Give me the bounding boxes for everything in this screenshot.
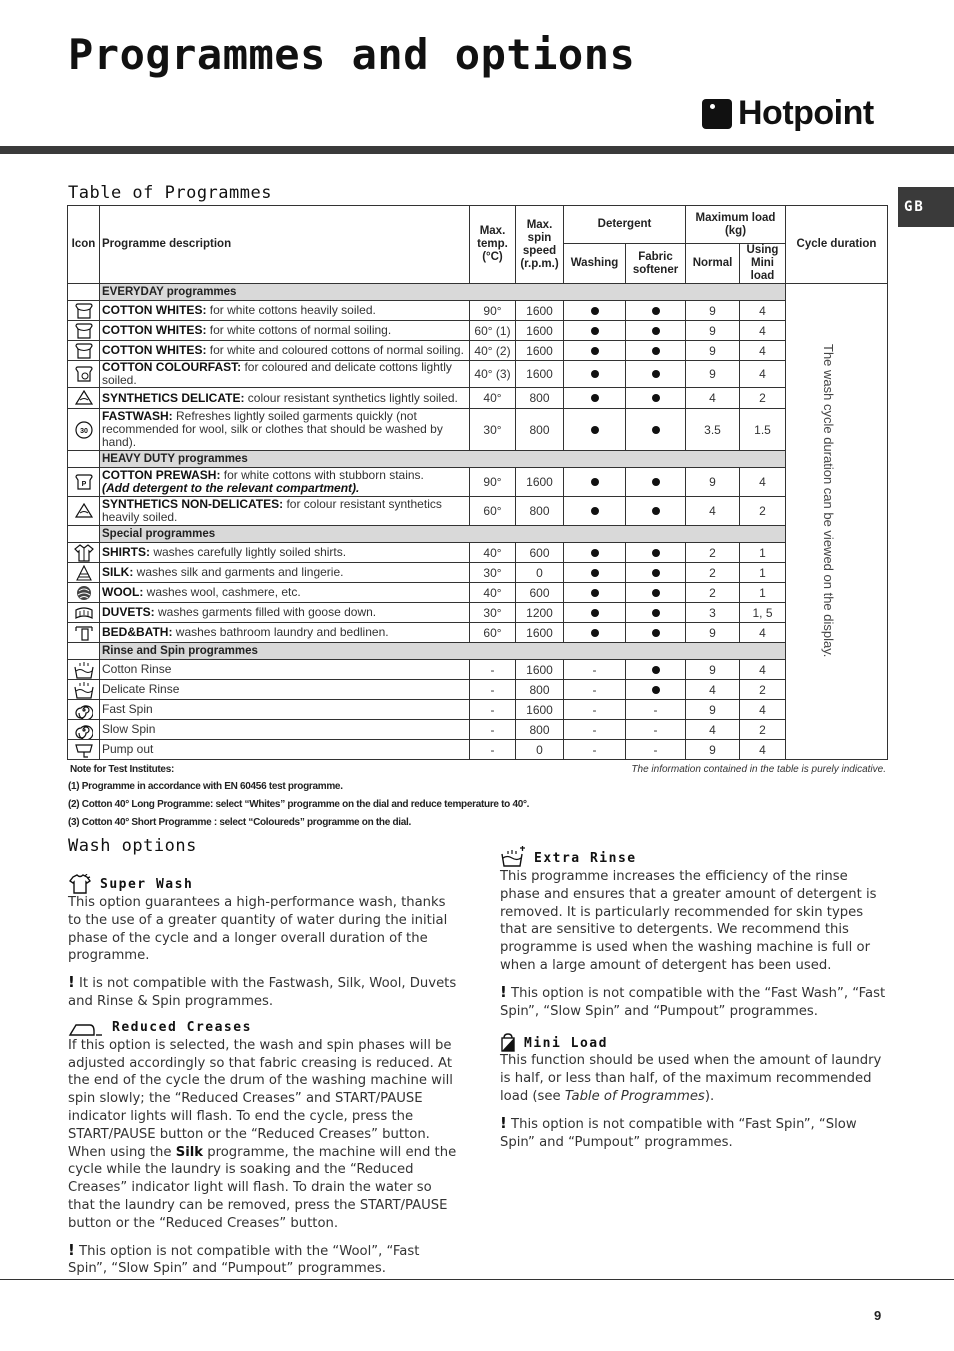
max-spin: 1600	[516, 468, 564, 497]
washing-detergent	[564, 321, 626, 341]
colourfast-icon	[68, 361, 100, 388]
max-spin: 1200	[516, 603, 564, 623]
programme-description: Pump out	[100, 740, 470, 760]
extra-rinse-warning: ! This option is not compatible with the “Fast Wash”, “Fast Spin”, “Slow Spin” and “Pumpout” programmes.	[500, 982, 886, 1019]
fastwash-icon	[68, 409, 100, 451]
washing-detergent	[564, 543, 626, 563]
duvet-icon	[68, 603, 100, 623]
svg-text:P: P	[81, 481, 86, 488]
load-normal: 2	[686, 543, 740, 563]
group-icon-cell	[68, 643, 100, 660]
fabric-softener	[626, 700, 686, 720]
super-wash-icon	[68, 874, 92, 894]
load-mini: 4	[740, 740, 786, 760]
super-wash-warning: ! It is not compatible with the Fastwash, Silk, Wool, Duvets and Rinse & Spin programmes.	[68, 973, 457, 1009]
table-row	[68, 341, 888, 361]
max-temp: 60°	[470, 623, 516, 643]
shirt-icon	[68, 543, 100, 563]
washing-detergent	[564, 740, 626, 760]
programme-description: Delicate Rinse	[100, 680, 470, 700]
mini-load-body: This function should be used when the amount of laundry is half, or less than half, of the maximum recommended load (see Table of Programmes).	[500, 1053, 882, 1104]
table-row	[68, 660, 888, 680]
load-normal: 9	[686, 660, 740, 680]
dash: -	[592, 722, 597, 737]
group-name: Rinse and Spin programmes	[100, 643, 786, 660]
table-row	[68, 680, 888, 700]
programme-description: WOOL: washes wool, cashmere, etc.	[100, 583, 470, 603]
programme-description: SYNTHETICS DELICATE: colour resistant synthetics lightly soiled.	[100, 388, 470, 409]
max-spin: 1600	[516, 341, 564, 361]
max-temp: 40° (2)	[470, 341, 516, 361]
load-normal: 9	[686, 361, 740, 388]
cotton-icon	[68, 321, 100, 341]
fabric-softener	[626, 361, 686, 388]
load-mini: 2	[740, 680, 786, 700]
dot-icon	[591, 327, 599, 335]
dot-icon	[652, 394, 660, 402]
load-mini: 1, 5	[740, 603, 786, 623]
load-normal: 9	[686, 321, 740, 341]
extra-rinse-icon	[500, 846, 526, 868]
fabric-softener	[626, 301, 686, 321]
programme-description: SYNTHETICS NON-DELICATES: for colour resistant synthetics heavily soiled.	[100, 497, 470, 526]
max-temp: 30°	[470, 409, 516, 451]
table-row	[68, 497, 888, 526]
programme-description: COTTON WHITES: for white and coloured cottons of normal soiling.	[100, 341, 470, 361]
dot-icon	[652, 569, 660, 577]
programme-description: Cotton Rinse	[100, 660, 470, 680]
max-spin: 600	[516, 543, 564, 563]
group-name: HEAVY DUTY programmes	[100, 451, 786, 468]
warning-mark: !	[68, 973, 75, 992]
dot-icon	[591, 307, 599, 315]
load-mini: 4	[740, 623, 786, 643]
dot-icon	[591, 629, 599, 637]
load-mini: 2	[740, 497, 786, 526]
col-normal: Normal	[686, 244, 740, 284]
group-row	[68, 451, 888, 468]
cycle-duration-cell	[786, 284, 888, 760]
reduced-creases-icon	[68, 1021, 104, 1037]
washing-detergent	[564, 720, 626, 740]
dash: -	[653, 702, 658, 717]
bedbath-icon	[68, 623, 100, 643]
extra-rinse-body: This programme increases the efficiency of the rinse phase and ensures that a greater amount of detergent is removed. It is particularly recommended for skin types that are sensitive to detergents. We recommend this programme is used when the washing machine is full or when a large amount of detergent has been used.	[500, 869, 877, 973]
wool-icon	[68, 583, 100, 603]
dot-icon	[652, 478, 660, 486]
brand-name: Hotpoint	[738, 94, 874, 132]
washing-detergent	[564, 603, 626, 623]
rinse-icon	[68, 660, 100, 680]
table-row	[68, 700, 888, 720]
programme-description: Fast Spin	[100, 700, 470, 720]
dash: -	[653, 742, 658, 757]
cotton-icon	[68, 341, 100, 361]
brand-logo	[702, 94, 874, 133]
washing-detergent	[564, 409, 626, 451]
max-temp: 40°	[470, 583, 516, 603]
dot-icon	[652, 370, 660, 378]
cotton-icon	[68, 301, 100, 321]
max-spin: 0	[516, 563, 564, 583]
programme-description: SILK: washes silk and garments and lingerie.	[100, 563, 470, 583]
washing-detergent	[564, 341, 626, 361]
col-max-temp: Max. temp. (°C)	[470, 206, 516, 284]
language-tab: GB	[898, 187, 954, 227]
extra-rinse-title: Extra Rinse	[534, 851, 637, 867]
fabric-softener	[626, 341, 686, 361]
super-wash-body: This option guarantees a high-performance wash, thanks to the use of a greater quantity of water during the initial phase of the cycle and a longer overall duration of the programme.	[68, 895, 448, 964]
programme-table	[67, 205, 888, 760]
max-temp: -	[470, 740, 516, 760]
max-temp: 40°	[470, 388, 516, 409]
dot-icon	[652, 549, 660, 557]
spin-icon	[68, 720, 100, 740]
max-spin: 800	[516, 720, 564, 740]
cycle-duration-note: The wash cycle duration can be viewed on the display.	[821, 344, 836, 658]
table-row	[68, 720, 888, 740]
fabric-softener	[626, 409, 686, 451]
max-spin: 1600	[516, 301, 564, 321]
load-normal: 9	[686, 468, 740, 497]
max-temp: -	[470, 720, 516, 740]
wash-options-heading: Wash options	[68, 836, 197, 856]
table-row	[68, 468, 888, 497]
col-washing: Washing	[564, 244, 626, 284]
max-spin: 600	[516, 583, 564, 603]
programme-description: Slow Spin	[100, 720, 470, 740]
max-temp: 60° (1)	[470, 321, 516, 341]
fabric-softener	[626, 660, 686, 680]
fabric-softener	[626, 543, 686, 563]
group-row	[68, 284, 888, 301]
washing-detergent	[564, 660, 626, 680]
table-row	[68, 409, 888, 451]
load-normal: 2	[686, 563, 740, 583]
dash: -	[592, 662, 597, 677]
fabric-softener	[626, 497, 686, 526]
load-mini: 4	[740, 301, 786, 321]
max-temp: 60°	[470, 497, 516, 526]
load-normal: 4	[686, 720, 740, 740]
fabric-softener	[626, 680, 686, 700]
dot-icon	[652, 589, 660, 597]
load-mini: 4	[740, 321, 786, 341]
washing-detergent	[564, 388, 626, 409]
mini-load-title: Mini Load	[524, 1035, 608, 1051]
programme-description: SHIRTS: washes carefully lightly soiled shirts.	[100, 543, 470, 563]
col-max-spin: Max. spin speed (r.p.m.)	[516, 206, 564, 284]
fabric-softener	[626, 583, 686, 603]
group-icon-cell	[68, 451, 100, 468]
programme-description: COTTON PREWASH: for white cottons with stubborn stains. (Add detergent to the relevant compartment).	[100, 468, 470, 497]
programme-description: COTTON COLOURFAST: for coloured and delicate cottons lightly soiled.	[100, 361, 470, 388]
table-row	[68, 623, 888, 643]
spin-icon	[68, 700, 100, 720]
mini-load-warning: ! This option is not compatible with “Fast Spin”, “Slow Spin” and “Pumpout” programmes.	[500, 1113, 857, 1150]
load-mini: 1.5	[740, 409, 786, 451]
super-wash-title: Super Wash	[100, 877, 194, 893]
notes-title: Note for Test Institutes:	[70, 764, 174, 775]
options-right-column	[500, 846, 890, 1151]
dot-icon	[652, 507, 660, 515]
table-row	[68, 543, 888, 563]
col-fabric-softener: Fabric softener	[626, 244, 686, 284]
dot-icon	[652, 307, 660, 315]
fabric-softener	[626, 563, 686, 583]
load-mini: 1	[740, 583, 786, 603]
load-mini: 2	[740, 720, 786, 740]
dot-icon	[652, 686, 660, 694]
load-mini: 2	[740, 388, 786, 409]
washing-detergent	[564, 583, 626, 603]
col-mini-load: Using Mini load	[740, 244, 786, 284]
group-row	[68, 643, 888, 660]
reduced-creases-warning: ! This option is not compatible with the “Wool”, “Fast Spin”, “Slow Spin” and “Pumpout” programmes.	[68, 1240, 420, 1277]
warning-mark: !	[500, 1113, 507, 1132]
programme-description: COTTON WHITES: for white cottons of normal soiling.	[100, 321, 470, 341]
col-icon: Icon	[68, 206, 100, 284]
washing-detergent	[564, 497, 626, 526]
dot-icon	[591, 549, 599, 557]
page-title: Programmes and options	[68, 30, 636, 79]
max-temp: 90°	[470, 301, 516, 321]
dot-icon	[591, 370, 599, 378]
max-temp: 30°	[470, 563, 516, 583]
max-spin: 1600	[516, 660, 564, 680]
washing-detergent	[564, 700, 626, 720]
table-row	[68, 563, 888, 583]
group-icon-cell	[68, 284, 100, 301]
super-wash-header	[68, 872, 458, 894]
page-number: 9	[874, 1308, 882, 1323]
fabric-softener	[626, 623, 686, 643]
prewash-icon	[68, 468, 100, 497]
max-temp: 40° (3)	[470, 361, 516, 388]
pumpout-icon	[68, 740, 100, 760]
programme-description: BED&BATH: washes bathroom laundry and bedlinen.	[100, 623, 470, 643]
table-row	[68, 740, 888, 760]
load-mini: 4	[740, 361, 786, 388]
max-spin: 800	[516, 680, 564, 700]
dash: -	[592, 742, 597, 757]
load-normal: 2	[686, 583, 740, 603]
col-detergent: Detergent	[564, 206, 686, 244]
load-normal: 9	[686, 740, 740, 760]
max-spin: 800	[516, 409, 564, 451]
svg-text:30: 30	[79, 427, 88, 435]
load-mini: 4	[740, 700, 786, 720]
dot-icon	[591, 589, 599, 597]
load-normal: 4	[686, 680, 740, 700]
load-normal: 4	[686, 497, 740, 526]
silk-icon	[68, 563, 100, 583]
load-normal: 4	[686, 388, 740, 409]
dot-icon	[591, 347, 599, 355]
max-temp: 40°	[470, 543, 516, 563]
col-cycle-duration: Cycle duration	[786, 206, 888, 284]
max-spin: 1600	[516, 623, 564, 643]
options-left-column	[68, 872, 458, 1278]
dash: -	[592, 702, 597, 717]
max-temp: -	[470, 700, 516, 720]
footer-rule	[0, 1279, 954, 1280]
fabric-softener	[626, 740, 686, 760]
dot-icon	[591, 426, 599, 434]
max-temp: 90°	[470, 468, 516, 497]
warning-mark: !	[500, 982, 507, 1001]
programme-description: FASTWASH: Refreshes lightly soiled garments quickly (not recommended for wool, silk or clothes that should be washed by hand).	[100, 409, 470, 451]
programme-description: COTTON WHITES: for white cottons heavily soiled.	[100, 301, 470, 321]
synthetics-icon	[68, 497, 100, 526]
mini-load-icon	[500, 1032, 516, 1052]
mini-load-header	[500, 1030, 890, 1052]
header-rule	[0, 146, 954, 154]
reduced-creases-title: Reduced Creases	[112, 1019, 252, 1035]
washing-detergent	[564, 623, 626, 643]
dot-icon	[591, 507, 599, 515]
load-normal: 9	[686, 623, 740, 643]
max-spin: 1600	[516, 700, 564, 720]
load-mini: 4	[740, 660, 786, 680]
max-spin: 800	[516, 497, 564, 526]
note-line-1: (1) Programme in accordance with EN 60456 test programme.	[68, 781, 343, 792]
reduced-creases-body: If this option is selected, the wash and spin phases will be adjusted accordingly so that fabric creasing is reduced. At the end of the cycle the drum of the washing machine will spin slowly; the “Reduced Creases” and START/PAUSE indicator lights will flash. To end the cycle, press the START/PAUSE button or the “Reduced Creases” button. When using the Silk programme, the machine will end the cycle while the laundry is soaking and the “Reduced Creases” indicator light will flash. To drain the water so that the laundry can be removed, press the START/PAUSE button or the “Reduced Creases” button.	[68, 1037, 457, 1231]
washing-detergent	[564, 361, 626, 388]
note-line-2: (2) Cotton 40° Long Programme: select “Whites” programme on the dial and reduce temperature to 40°.	[68, 799, 530, 810]
max-temp: 30°	[470, 603, 516, 623]
logo-icon	[702, 99, 732, 129]
col-description: Programme description	[100, 206, 470, 284]
notes-info: The information contained in the table is purely indicative.	[631, 764, 886, 775]
washing-detergent	[564, 301, 626, 321]
max-temp: -	[470, 660, 516, 680]
max-spin: 1600	[516, 361, 564, 388]
rinse-icon	[68, 680, 100, 700]
table-row	[68, 361, 888, 388]
fabric-softener	[626, 388, 686, 409]
dot-icon	[591, 394, 599, 402]
group-icon-cell	[68, 526, 100, 543]
washing-detergent	[564, 468, 626, 497]
load-normal: 3.5	[686, 409, 740, 451]
load-mini: 4	[740, 341, 786, 361]
synthetics-icon	[68, 388, 100, 409]
load-mini: 1	[740, 543, 786, 563]
load-mini: 4	[740, 468, 786, 497]
table-row	[68, 603, 888, 623]
table-row	[68, 301, 888, 321]
group-name: Special programmes	[100, 526, 786, 543]
load-normal: 9	[686, 700, 740, 720]
max-spin: 800	[516, 388, 564, 409]
dot-icon	[652, 426, 660, 434]
fabric-softener	[626, 468, 686, 497]
group-name: EVERYDAY programmes	[100, 284, 786, 301]
load-normal: 3	[686, 603, 740, 623]
load-normal: 9	[686, 301, 740, 321]
programme-description: DUVETS: washes garments filled with goose down.	[100, 603, 470, 623]
dot-icon	[591, 569, 599, 577]
table-heading: Table of Programmes	[68, 183, 272, 203]
dash: -	[653, 722, 658, 737]
extra-rinse-header	[500, 846, 890, 868]
dash: -	[592, 682, 597, 697]
dot-icon	[652, 629, 660, 637]
group-row	[68, 526, 888, 543]
washing-detergent	[564, 680, 626, 700]
dot-icon	[591, 609, 599, 617]
dot-icon	[652, 327, 660, 335]
table-row	[68, 388, 888, 409]
dot-icon	[652, 347, 660, 355]
washing-detergent	[564, 563, 626, 583]
max-spin: 1600	[516, 321, 564, 341]
fabric-softener	[626, 720, 686, 740]
load-mini: 1	[740, 563, 786, 583]
reduced-creases-header	[68, 1015, 458, 1037]
dot-icon	[591, 478, 599, 486]
dot-icon	[652, 609, 660, 617]
table-row	[68, 583, 888, 603]
fabric-softener	[626, 321, 686, 341]
max-spin: 0	[516, 740, 564, 760]
warning-mark: !	[68, 1240, 75, 1259]
fabric-softener	[626, 603, 686, 623]
max-temp: -	[470, 680, 516, 700]
col-max-load: Maximum load (kg)	[686, 206, 786, 244]
load-normal: 9	[686, 341, 740, 361]
table-row	[68, 321, 888, 341]
dot-icon	[652, 666, 660, 674]
note-line-3: (3) Cotton 40° Short Programme : select “Coloureds” programme on the dial.	[68, 817, 411, 828]
